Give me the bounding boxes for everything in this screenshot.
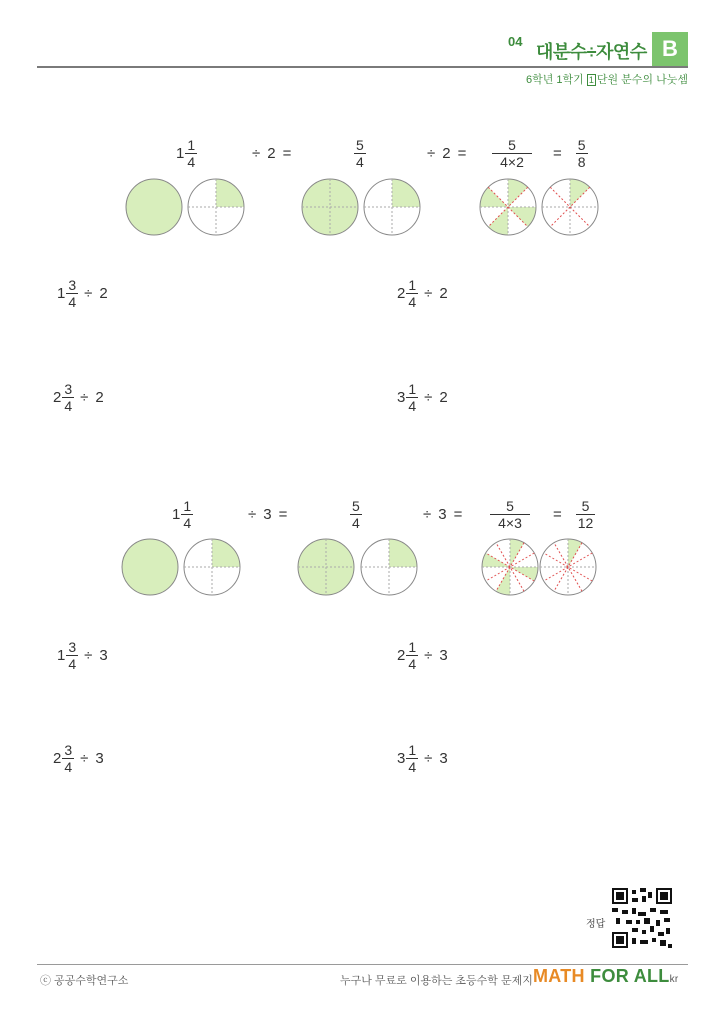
example1-step: $\frac{5}{4\times 2}$: [492, 133, 532, 173]
eighths-circle-1: [480, 179, 536, 235]
improper-circle-full: [302, 179, 358, 235]
level-badge: B: [652, 32, 688, 66]
answer-label: 정답: [586, 919, 606, 930]
worksheet-number: 04: [508, 34, 523, 49]
example1-divide-2: ÷ 2 =: [427, 144, 467, 162]
problem: 3 $\frac{1}{4}$ ÷ 2: [397, 380, 448, 414]
improper-circle-quarter: [364, 179, 420, 235]
twelfths-circle-2: [540, 539, 596, 595]
twelfths-circle-1: [482, 539, 538, 595]
example1-circle-diagram: [120, 176, 610, 240]
copyright: ⓒ 공공수학연구소: [40, 975, 129, 987]
improper-circle-full: [298, 539, 354, 595]
example2-divide: ÷ 3 =: [248, 505, 288, 523]
quarter-circle: [188, 179, 244, 235]
whole-circle: [126, 179, 182, 235]
footer-tagline: 누구나 무료로 이용하는 초등수학 문제지: [340, 975, 533, 987]
fraction: $\frac{1}{4}$: [187, 136, 196, 170]
example2-result: = $\frac{5}{12}$: [553, 497, 594, 531]
example1-improper: $\frac{5}{4}$: [356, 136, 364, 170]
quarter-circle: [184, 539, 240, 595]
example1-mixed: 1 $\frac{1}{4}$: [176, 136, 196, 170]
example2-improper: $\frac{5}{4}$: [352, 497, 360, 531]
eighths-circle-2: [542, 179, 598, 235]
footer-divider: [37, 964, 688, 965]
problem: 2 $\frac{3}{4}$ ÷ 3: [53, 741, 104, 775]
example1-divide: ÷ 2 =: [252, 144, 292, 162]
qr-code-icon[interactable]: [612, 888, 672, 948]
problem: 3 $\frac{1}{4}$ ÷ 3: [397, 741, 448, 775]
example2-step: $\frac{5}{4\times 3}$: [490, 494, 530, 534]
worksheet-title: 대분수÷자연수: [536, 42, 647, 62]
problem: 2 $\frac{1}{4}$ ÷ 2: [397, 276, 448, 310]
example2-mixed: 1 $\frac{1}{4}$: [172, 497, 192, 531]
problem: 2 $\frac{1}{4}$ ÷ 3: [397, 638, 448, 672]
example1-result: = $\frac{5}{8}$: [553, 136, 586, 170]
example2-circle-diagram: [116, 536, 610, 600]
brand-logo[interactable]: MATH FOR ALLkr: [533, 966, 679, 986]
whole-circle: [122, 539, 178, 595]
problem: 1 $\frac{3}{4}$ ÷ 3: [57, 638, 108, 672]
problem: 1 $\frac{3}{4}$ ÷ 2: [57, 276, 108, 310]
worksheet-subtitle: 6학년 1학기 1 단원 분수의 나눗셈: [526, 74, 688, 86]
example2-divide-2: ÷ 3 =: [423, 505, 463, 523]
header-divider: [37, 66, 688, 68]
improper-circle-quarter: [361, 539, 417, 595]
problem: 2 $\frac{3}{4}$ ÷ 2: [53, 380, 104, 414]
unit-number: 1: [588, 75, 594, 85]
